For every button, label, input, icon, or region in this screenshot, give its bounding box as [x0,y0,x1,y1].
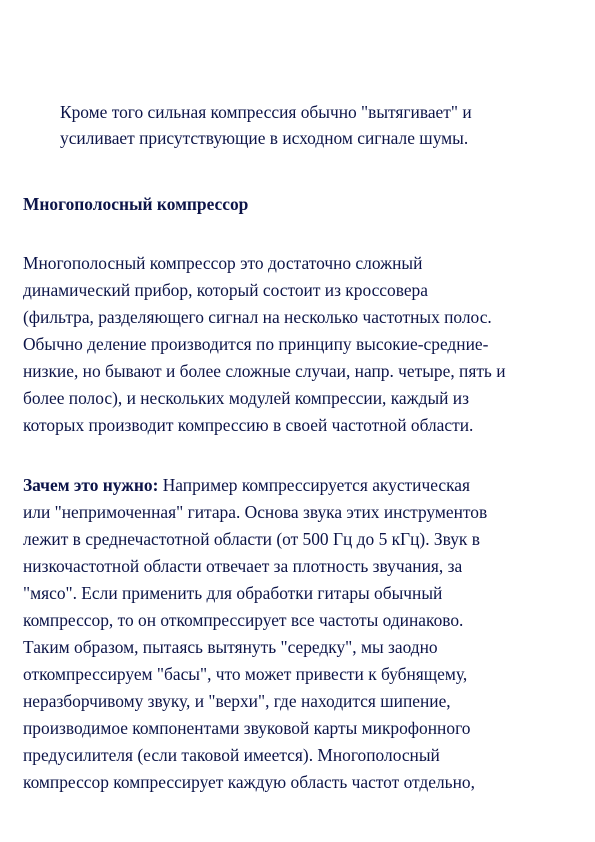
paragraph-line: Таким образом, пытаясь вытянуть "середку", мы заодно [23,637,438,657]
intro-line: усиливает присутствующие в исходном сигнале шумы. [60,128,469,148]
paragraph-line: (фильтра, разделяющего сигнал на несколько частотных полос. [23,307,492,327]
paragraph-line: более полос), и нескольких модулей компрессии, каждый из [23,388,469,408]
paragraph-line: неразборчивому звуку, и "верхи", где находится шипение, [23,691,451,711]
paragraph-line: предусилителя (если таковой имеется). Многополосный [23,745,440,765]
paragraph-line: компрессор, то он откомпрессирует все частоты одинаково. [23,610,464,630]
paragraph-line: компрессор компрессирует каждую область частот отдельно, [23,772,475,792]
paragraph-first-line [23,472,470,499]
paragraph-line: лежит в среднечастотной области (от 500 Гц до 5 кГц). Звук в [23,529,480,549]
paragraph-line: которых производит компрессию в своей частотной области. [23,415,474,435]
paragraph-line: Обычно деление производится по принципу высокие-средние- [23,334,489,354]
why-needed-label: Зачем это нужно: [23,475,159,495]
paragraph-line: откомпрессируем "басы", что может привести к бубнящему, [23,664,468,684]
paragraph-line: "мясо". Если применить для обработки гитары обычный [23,583,443,603]
paragraph-line: Многополосный компрессор это достаточно сложный [23,253,423,273]
paragraph-line: или "непримоченная" гитара. Основа звука этих инструментов [23,502,488,522]
paragraph-line: динамический прибор, который состоит из кроссовера [23,280,428,300]
paragraph-line: производимое компонентами звуковой карты микрофонного [23,718,471,738]
paragraph-line: низкочастотной области отвечает за плотность звучания, за [23,556,463,576]
intro-line: Кроме того сильная компрессия обычно "вытягивает" и [60,102,472,122]
section-heading: Многополосный компрессор [23,194,249,214]
why-needed-text: Например компрессируется акустическая [158,475,470,495]
paragraph-line: низкие, но бывают и более сложные случаи, напр. четыре, пять и [23,361,506,381]
